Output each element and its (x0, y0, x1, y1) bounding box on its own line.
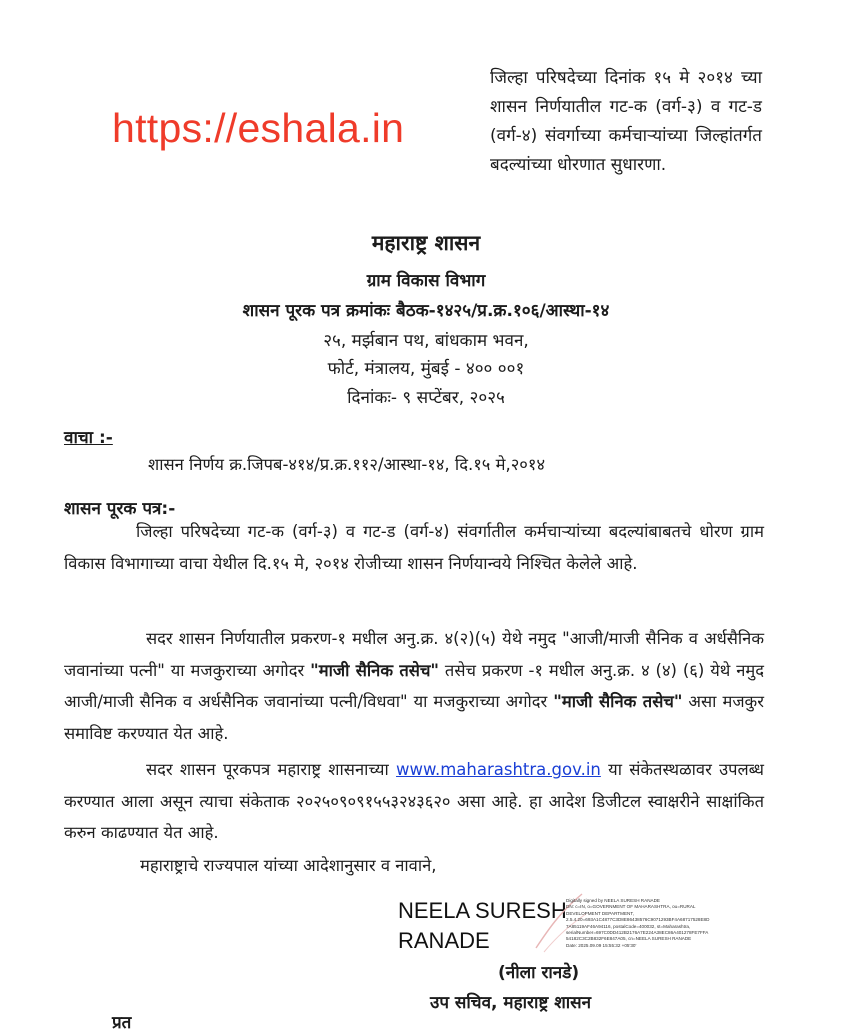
dsig-line: DN: c=IN, o=GOVERNMENT OF MAHARASHTRA, ou=RURAL (566, 904, 696, 910)
footer-fragment: प्रत (112, 1013, 132, 1033)
paragraph-2-bold-1: "माजी सैनिक तसेच" (310, 660, 440, 680)
digital-signature-details (566, 898, 766, 949)
paragraph-2 (64, 623, 764, 749)
address-line-2: फोर्ट, मंत्रालय, मुंबई - ४०० ००१ (327, 359, 525, 379)
signatory-name-line-1: NEELA SURESH (398, 898, 567, 923)
dsig-line: serialNumber=697C0DD412B2176A7E224A38EC86A401278FE7FFA (566, 930, 709, 936)
subject-heading: जिल्हा परिषदेच्या दिनांक १५ मे २०१४ च्या शासन निर्णयातील गट-क (वर्ग-३) व गट-ड (वर्ग-४) संवर्गाच्या कर्मचाऱ्यांच्या जिल्हांतर्गत बदल्यांच्या धोरणात सुधारणा. (490, 68, 762, 175)
dsig-line: DEVELOPMENT DEPARTMENT, (566, 910, 634, 916)
supplement-label: शासन पूरक पत्र:- (64, 499, 176, 519)
signatory-designation: उप सचिव, महाराष्ट्र शासन (430, 993, 592, 1013)
paragraph-1: जिल्हा परिषदेच्या गट-क (वर्ग-३) व गट-ड (वर्ग-४) संवर्गातील कर्मचाऱ्यांच्या बदल्यांबाबतचे धोरण ग्राम विकास विभागाच्या वाचा येथील दि.१५ मे, २०१४ रोजीच्या शासन निर्णयान्वये निश्चित केलेले आहे. (64, 522, 764, 573)
paragraph-2-text-b: तसेच प्रकरण -१ मधील अनु.क्र. ४ (४) (६) येथे नमुद आजी/माजी सैनिक व अर्धसैनिक जवानांच्या पत्नी/विधवा" या मजकुराच्या अगोदर (64, 660, 765, 711)
address-line-1: २५, मर्झबान पथ, बांधकाम भवन, (323, 331, 529, 351)
paragraph-3 (64, 754, 764, 849)
paragraph-3-text-a: सदर शासन पूरकपत्र महाराष्ट्र शासनाच्या (146, 760, 397, 779)
dsig-line: 2.5.4.20=693A1C4877C3D8E86438576C9071293BF4A68717528E8D (566, 917, 710, 923)
closing-line: महाराष्ट्राचे राज्यपाल यांच्या आदेशानुसार व नावाने, (140, 856, 437, 875)
department-name: ग्राम विकास विभाग (366, 271, 486, 291)
dsig-line: Date: 2025.09.09 15:55:32 +05'30' (566, 942, 637, 948)
dsig-line: Digitally signed by NEELA SURESH RANADE (566, 898, 660, 903)
letter-reference: शासन पूरक पत्र क्रमांकः बैठक-१४२५/प्र.क्र.१०६/आस्था-१४ (242, 301, 610, 321)
paragraph-2-text-c: असा मजकुर समाविष्ट करण्यात येत आहे. (64, 692, 764, 743)
government-title: महाराष्ट्र शासन (371, 231, 481, 255)
signatory-name-line-2: RANADE (398, 928, 490, 953)
signatory-marathi-name: (नीला रानडे) (498, 963, 580, 983)
website-link[interactable]: www.maharashtra.gov.in (396, 760, 601, 779)
read-label: वाचा :- (64, 428, 113, 448)
dsig-line: 7A85119AF46A94116, postalCode=400032, st=Maharashtra, (566, 923, 691, 929)
paragraph-2-bold-2: "माजी सैनिक तसेच" (553, 692, 683, 711)
read-reference: शासन निर्णय क्र.जिपब-४१४/प्र.क्र.११२/आस्था-१४, दि.१५ मे,२०१४ (148, 455, 546, 474)
paragraph-3-text-b: या संकेतस्थळावर उपलब्ध करण्यात आला असून त्याचा संकेताक २०२५०९०९१५५३२४३६२० असा आहे. हा आदेश डिजीटल स्वाक्षरीने साक्षांकित करुन काढण्यात येत आहे. (64, 760, 765, 842)
dsig-line: 54182C3C2B832F6E847A05, cn=NEELA SURESH RANADE (566, 936, 692, 942)
letter-date: दिनांकः- ९ सप्टेंबर, २०२५ (347, 388, 505, 408)
paragraph-2-text-a: सदर शासन निर्णयातील प्रकरण-१ मधील अनु.क्र. ४(२)(५) येथे नमुद "आजी/माजी सैनिक व अर्धसैनिक जवानांच्या पत्नी" या मजकुराच्या अगोदर (64, 629, 764, 680)
watermark-url: https://eshala.in (112, 105, 405, 151)
